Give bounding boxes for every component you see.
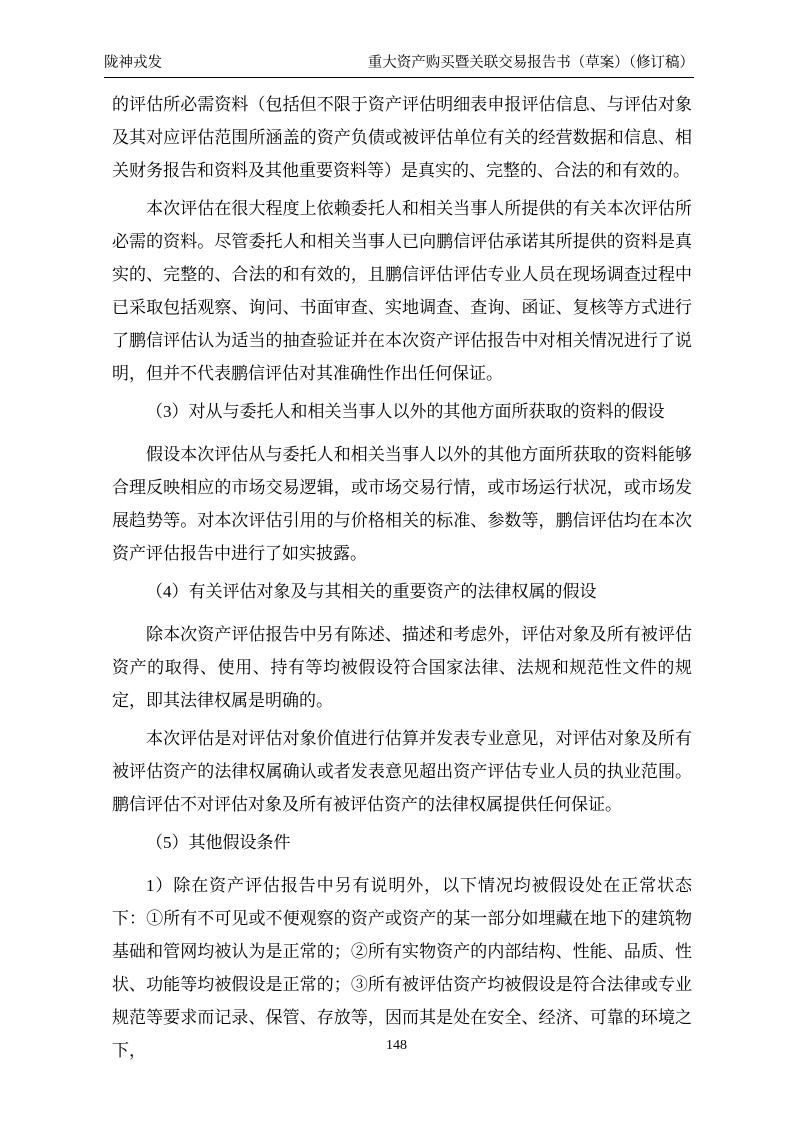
header-report-title: 重大资产购买暨关联交易报告书（草案）（修订稿） — [367, 55, 694, 71]
paragraph: 本次评估是对评估对象价值进行估算并发表专业意见，对评估对象及所有被评估资产的法律权属确认或者发表意见超出资产评估专业人员的执业范围。鹏信评估不对评估对象及所有被评估资产的法律权属提供任何保证。 — [112, 729, 692, 814]
header-company-name: 陇神戎发 — [104, 55, 162, 71]
section-heading: （5）其他假设条件 — [146, 833, 291, 852]
page-number: 148 — [386, 1038, 407, 1053]
section-heading: （4）有关评估对象及与其相关的重要资产的法律权属的假设 — [146, 582, 597, 601]
page-footer — [0, 1036, 793, 1056]
paragraph: 的评估所必需资料（包括但不限于资产评估明细表申报评估信息、与评估对象及其对应评估范围所涵盖的资产负债或被评估单位有关的经营数据和信息、相关财务报告和资料及其他重要资料等）是真实的、完整的、合法的和有效的。 — [112, 95, 692, 180]
paragraph: 假设本次评估从与委托人和相关当事人以外的其他方面所获取的资料能够合理反映相应的市场交易逻辑，或市场交易行情，或市场运行状况，或市场发展趋势等。对本次评估引用的与价格相关的标准、参数等，鹏信评估均在本次资产评估报告中进行了如实披露。 — [112, 445, 692, 563]
paragraph: 1）除在资产评估报告中另有说明外，以下情况均被假设处在正常状态下：①所有不可见或不便观察的资产或资产的某一部分如埋藏在地下的建筑物基础和管网均被认为是正常的；②所有实物资产的内部结构、性能、品质、性状、功能等均被假设是正常的；③所有被评估资产均被假设是符合法律或专业规范等要求而记录、保管、存放等，因而其是处在安全、经济、可靠的环境之下， — [112, 876, 692, 1060]
paragraph: 本次评估在很大程度上依赖委托人和相关当事人所提供的有关本次评估所必需的资料。尽管委托人和相关当事人已向鹏信评估承诺其所提供的资料是真实的、完整的、合法的和有效的，且鹏信评估评估专业人员在现场调查过程中已采取包括观察、询问、书面审查、实地调查、查询、函证、复核等方式进行了鹏信评估认为适当的抽查验证并在本次资产评估报告中对相关情况进行了说明，但并不代表鹏信评估对其准确性作出任何保证。 — [112, 199, 692, 383]
document-body — [112, 88, 692, 1072]
paragraph: 除本次资产评估报告中另有陈述、描述和考虑外，评估对象及所有被评估资产的取得、使用、持有等均被假设符合国家法律、法规和规范性文件的规定，即其法律权属是明确的。 — [112, 625, 692, 710]
section-heading: （3）对从与委托人和相关当事人以外的其他方面所获取的资料的假设 — [146, 402, 665, 421]
page-header — [104, 53, 694, 78]
